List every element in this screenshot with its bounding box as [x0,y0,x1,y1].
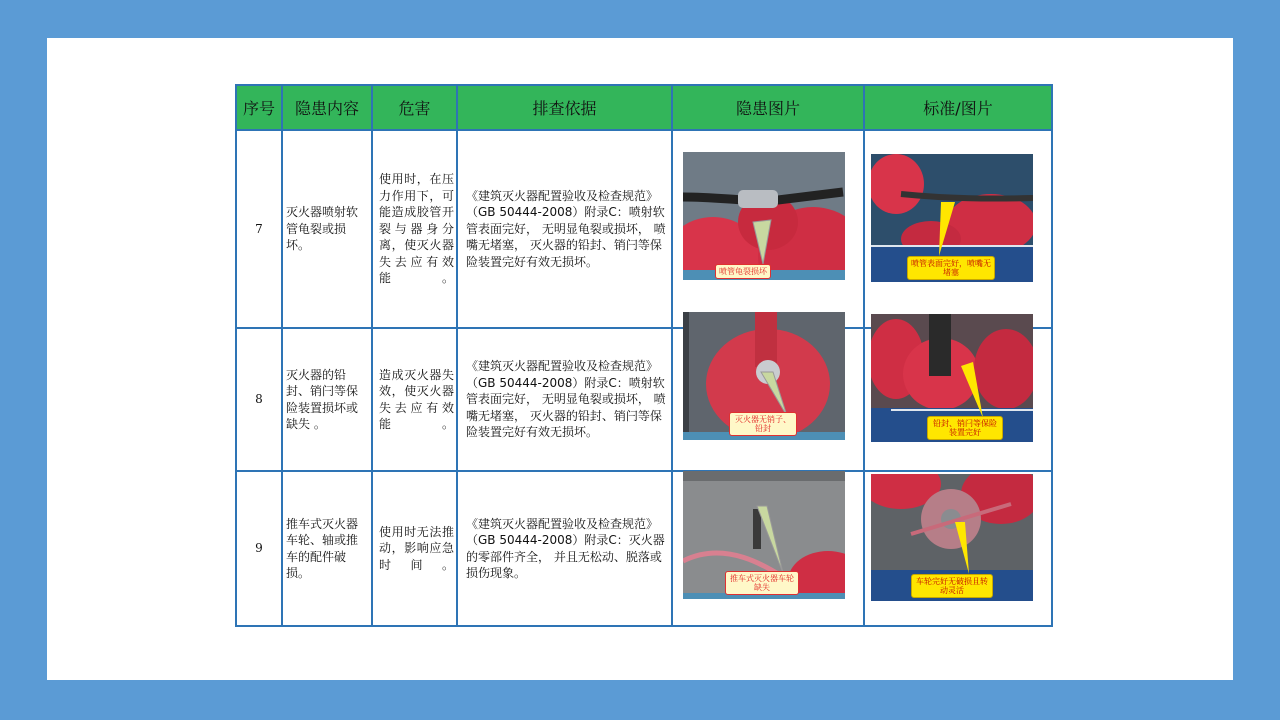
basis-text: 《建筑灭火器配置验收及检查规范》（GB 50444-2008）附录C：喷射软管表面完好， 无明显龟裂或损坏， 喷嘴无堵塞， 灭火器的铅封、销闩等保险装置完好有效无损坏。 [457,130,672,328]
hazard-content: 灭火器喷射软管龟裂或损坏。 [282,130,372,328]
standard-photo [871,314,1033,442]
harm-text: 使用时，在压力作用下，可能造成胶管开裂与器身分离，使灭火器失去应有效能。 [372,130,457,328]
basis-text: 《建筑灭火器配置验收及检查规范》（GB 50444-2008）附录C：灭火器的零部件齐全， 并且无松动、脱落或损伤现象。 [457,471,672,626]
hazard-photo-label: 灭火器无销子、铅封 [729,412,797,436]
basis-text: 《建筑灭火器配置验收及检查规范》（GB 50444-2008）附录C：喷射软管表面完好， 无明显龟裂或损坏， 喷嘴无堵塞， 灭火器的铅封、销闩等保险装置完好有效无损坏。 [457,328,672,471]
header-hazard-photo: 隐患图片 [672,85,864,130]
harm-text: 使用时无法推动，影响应急时间。 [372,471,457,626]
header-harm: 危害 [372,85,457,130]
standard-photo [871,154,1033,282]
standard-photo-label: 铅封、销闩等保险装置完好 [927,416,1003,440]
standard-photo-label: 喷管表面完好，喷嘴无堵塞 [907,256,995,280]
harm-text: 造成灭火器失效，使灭火器失去应有效能。 [372,328,457,471]
hazard-content: 灭火器的铅封、销闩等保险装置损坏或缺失 。 [282,328,372,471]
header-standard-photo: 标准/图片 [864,85,1052,130]
hazard-photo [683,312,845,440]
table-header-row [236,85,1052,130]
hazard-content: 推车式灭火器车轮、轴或推车的配件破损。 [282,471,372,626]
hazard-photo [683,152,845,280]
row-number: 9 [236,471,282,626]
header-hazard: 隐患内容 [282,85,372,130]
standard-photo-label: 车轮完好无破损且转动灵活 [911,574,993,598]
standard-photo [871,474,1033,601]
hazard-photo-label: 喷管龟裂损坏 [715,264,771,279]
header-basis: 排查依据 [457,85,672,130]
header-no: 序号 [236,85,282,130]
row-number: 8 [236,328,282,471]
hazard-photo-label: 推车式灭火器车轮缺失 [725,571,799,595]
hazard-photo [683,471,845,599]
row-number: 7 [236,130,282,328]
